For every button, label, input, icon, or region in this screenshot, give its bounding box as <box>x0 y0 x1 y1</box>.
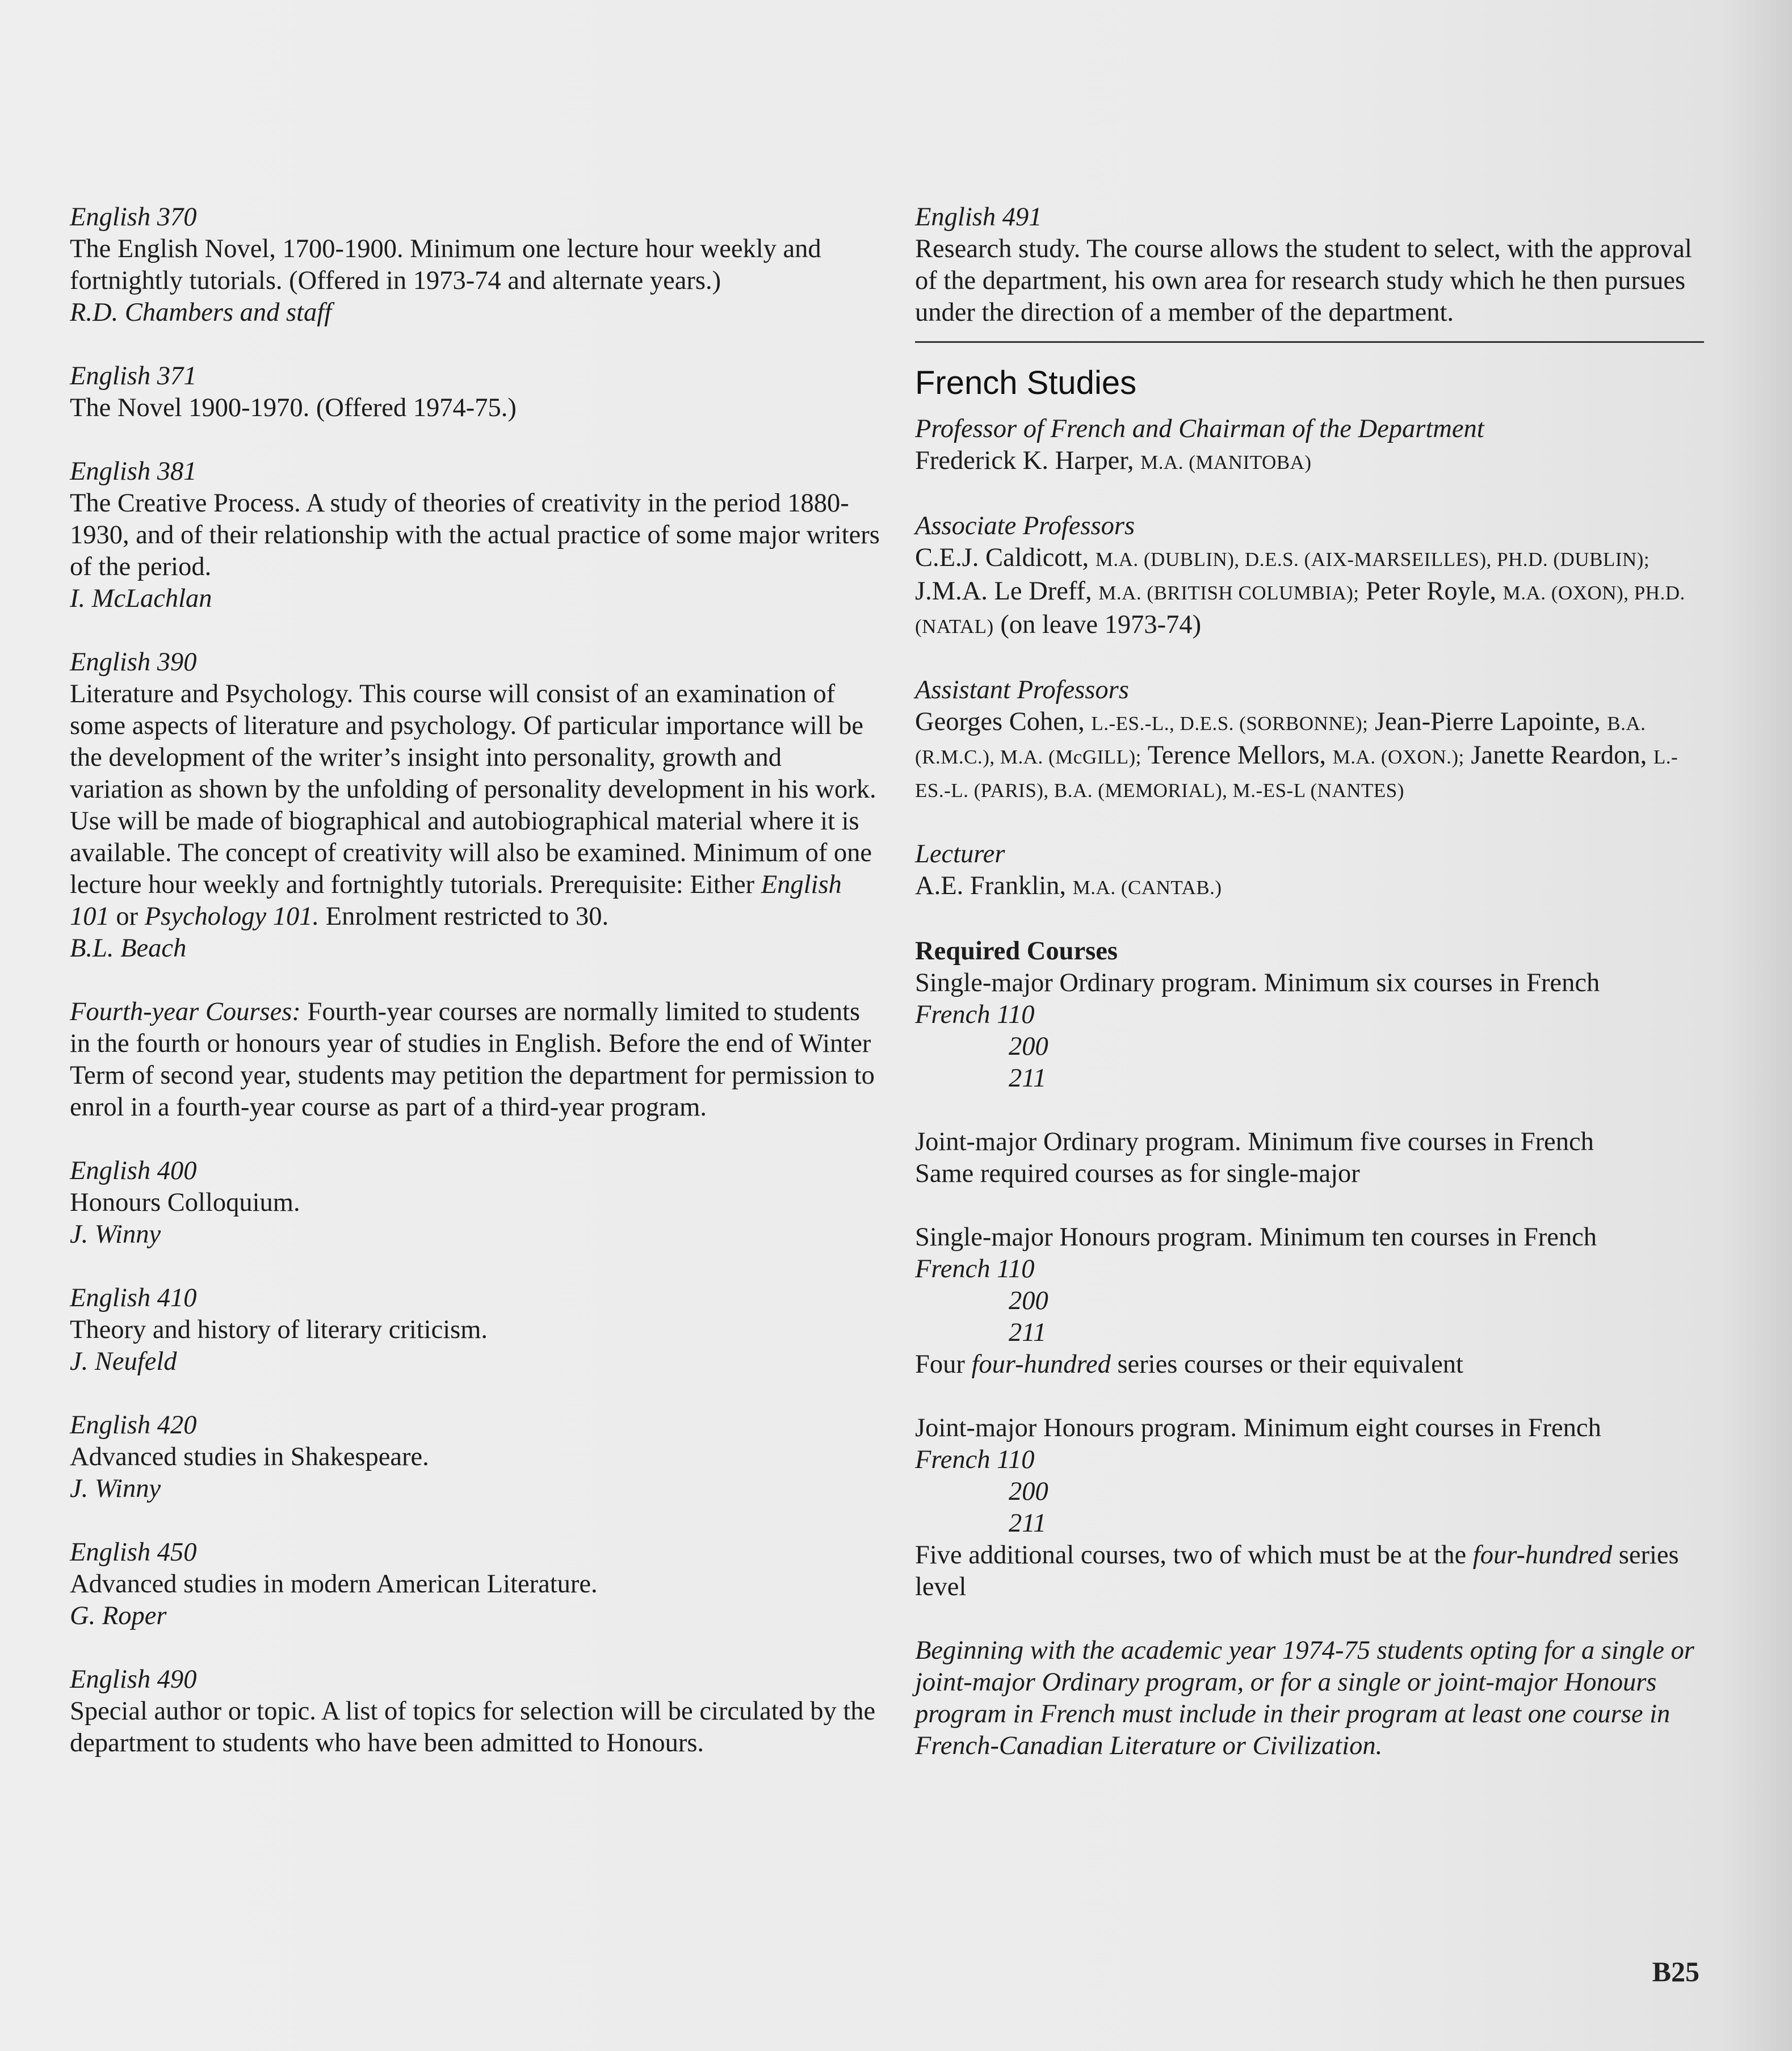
associate-professors-title: Associate Professors <box>915 511 1135 540</box>
course-code: English 450 <box>70 1538 197 1567</box>
note-text: series level <box>915 1541 1679 1601</box>
program-note <box>915 1540 1704 1603</box>
course-instructor: J. Winny <box>70 1220 161 1249</box>
description-text: Literature and Psychology. This course will consist of an examination of some aspects of literature and psychology. Of particular importance will be the development of the writer’s insight into personality, growth and variation as shown by the unfolding of personality development in his work. Use will be made of biographical and autobiographical material where it is available. The concept of creativity will also be examined. Minimum of one lecture hour weekly and fortnightly tutorials. Prerequisite: Either <box>70 680 876 899</box>
chairman-credentials: M.A. (MANITOBA) <box>1140 451 1312 473</box>
assistant-professors-block <box>915 674 1704 807</box>
prerequisite-course: English 101 <box>70 870 842 931</box>
fourth-year-text: Fourth-year courses are normally limited to students in the fourth or honours year of studies in English. Before the end of Winter Term of second year, students may petition the department for permission to enrol in a fourth-year course as part of a third-year program. <box>70 997 875 1122</box>
faculty-credentials: B.A. (R.M.C.), M.A. (McGILL); <box>915 712 1646 768</box>
faculty-credentials: L.-ES.-L. (PARIS), B.A. (MEMORIAL), M.-ES-L (NANTES) <box>915 746 1678 802</box>
faculty-name: C.E.J. Caldicott, <box>915 543 1089 572</box>
faculty-credentials: L.-ES.-L., D.E.S. (SORBONNE); <box>1091 712 1369 735</box>
joint-major-ordinary <box>915 1126 1704 1190</box>
course-number: French 110 <box>915 1255 1035 1284</box>
leave-note: (on leave 1973-74) <box>1000 610 1202 639</box>
course-number: 211 <box>1009 1064 1047 1093</box>
chairman-title: Professor of French and Chairman of the Department <box>915 414 1484 443</box>
chairman-name: Frederick K. Harper, <box>915 446 1134 475</box>
lecturer-block <box>915 838 1704 904</box>
program-description: Joint-major Ordinary program. Minimum five courses in French <box>915 1127 1594 1156</box>
course-instructor: J. Winny <box>70 1474 161 1503</box>
page-number: B25 <box>1652 1956 1699 1987</box>
enrolment-text: Enrolment restricted to 30. <box>325 902 609 931</box>
course-code: English 491 <box>915 203 1042 232</box>
course-entry-english-371 <box>70 360 882 424</box>
faculty-name: Peter Royle, <box>1366 577 1497 606</box>
course-code: English 371 <box>70 362 197 391</box>
course-number: 200 <box>1009 1286 1048 1315</box>
lecturer-name: A.E. Franklin, <box>915 871 1067 900</box>
course-code: English 381 <box>70 457 197 486</box>
course-description: Theory and history of literary criticism. <box>70 1315 488 1344</box>
course-number: 200 <box>1009 1477 1048 1506</box>
program-note <box>915 1349 1704 1381</box>
course-entry-english-420 <box>70 1410 882 1505</box>
prerequisite-course: Psychology 101. <box>144 902 320 931</box>
course-code: English 390 <box>70 648 197 677</box>
course-instructor: G. Roper <box>70 1601 167 1630</box>
assistant-professors-list <box>915 706 1704 807</box>
course-instructor: R.D. Chambers and staff <box>70 298 332 327</box>
chairman-block <box>915 413 1704 479</box>
course-code: English 420 <box>70 1411 197 1440</box>
course-description: The English Novel, 1700-1900. Minimum one lecture hour weekly and fortnightly tutorials. (Offered in 1973-74 and alternate years.) <box>70 234 821 295</box>
course-description: Advanced studies in Shakespeare. <box>70 1442 429 1471</box>
faculty-name: Janette Reardon, <box>1471 741 1647 770</box>
program-description: Single-major Ordinary program. Minimum six courses in French <box>915 968 1600 997</box>
course-code: English 410 <box>70 1284 197 1312</box>
program-note: Same required courses as for single-major <box>915 1159 1360 1188</box>
course-description: The Novel 1900-1970. (Offered 1974-75.) <box>70 393 517 422</box>
course-description <box>70 678 882 933</box>
lecturer-credentials: M.A. (CANTAB.) <box>1072 876 1222 899</box>
program-description: Single-major Honours program. Minimum ten courses in French <box>915 1223 1597 1252</box>
note-text: series courses or their equivalent <box>1117 1350 1463 1379</box>
note-emphasis: four-hundred <box>971 1350 1111 1379</box>
single-major-ordinary <box>915 967 1704 1094</box>
joint-major-honours <box>915 1412 1704 1603</box>
associate-professors-list <box>915 542 1704 643</box>
french-canadian-requirement-note: Beginning with the academic year 1974-75 students opting for a single or joint-major Ordinary program, or for a single or joint-major Honours program in French must include in their program at least one course in French-Canadian Literature or Civilization. <box>915 1636 1694 1760</box>
faculty-name: Jean-Pierre Lapointe, <box>1374 707 1601 736</box>
course-number: French 110 <box>915 1000 1035 1029</box>
course-description: The Creative Process. A study of theories of creativity in the period 1880-1930, and of their relationship with the actual practice of some major writers of the period. <box>70 489 880 581</box>
course-entry-english-370 <box>70 202 882 329</box>
course-instructor: B.L. Beach <box>70 934 187 963</box>
faculty-name: Georges Cohen, <box>915 707 1085 736</box>
course-number: 211 <box>1009 1509 1047 1538</box>
required-courses <box>915 936 1704 1603</box>
course-instructor: I. McLachlan <box>70 584 212 613</box>
faculty-credentials: M.A. (BRITISH COLUMBIA); <box>1098 582 1359 604</box>
faculty-credentials: M.A. (DUBLIN), D.E.S. (AIX-MARSEILLES), PH.D. (DUBLIN); <box>1095 548 1650 571</box>
course-number: 200 <box>1009 1032 1048 1061</box>
course-instructor: J. Neufeld <box>70 1347 177 1376</box>
course-number: French 110 <box>915 1445 1035 1474</box>
course-description: Special author or topic. A list of topics for selection will be circulated by the department to students who have been admitted to Honours. <box>70 1697 876 1758</box>
section-divider <box>915 341 1704 343</box>
course-number: 211 <box>1009 1318 1047 1347</box>
single-major-honours <box>915 1222 1704 1381</box>
course-entry-english-450 <box>70 1537 882 1632</box>
note-emphasis: four-hundred <box>1472 1541 1613 1570</box>
course-entry-english-491 <box>915 202 1704 329</box>
course-code: English 490 <box>70 1665 197 1694</box>
or-text: or <box>116 902 139 931</box>
assistant-professors-title: Assistant Professors <box>915 676 1129 704</box>
note-text: Five additional courses, two of which must be at the <box>915 1541 1467 1570</box>
course-description: Honours Colloquium. <box>70 1188 300 1217</box>
course-entry-english-410 <box>70 1282 882 1378</box>
lecturer-title: Lecturer <box>915 840 1005 869</box>
fourth-year-label: Fourth-year Courses: <box>70 997 301 1026</box>
associate-professors-block <box>915 510 1704 643</box>
chairman-line <box>915 445 1704 479</box>
course-description: Research study. The course allows the student to select, with the approval of the department, his own area for research study which he then pursues under the direction of a member of the department. <box>915 234 1692 327</box>
program-description: Joint-major Honours program. Minimum eight courses in French <box>915 1414 1601 1442</box>
faculty-name: J.M.A. Le Dreff, <box>915 577 1092 606</box>
lecturer-line <box>915 870 1704 904</box>
section-title: French Studies <box>915 364 1137 401</box>
note-text: Four <box>915 1350 965 1379</box>
faculty-name: Terence Mellors, <box>1147 741 1327 770</box>
faculty-credentials: M.A. (OXON.); <box>1332 746 1464 768</box>
fourth-year-paragraph <box>70 996 882 1123</box>
course-entry-english-400 <box>70 1155 882 1251</box>
left-column <box>70 202 882 1791</box>
fourth-year-courses-note <box>70 996 882 1123</box>
course-entry-english-381 <box>70 456 882 615</box>
required-courses-heading: Required Courses <box>915 937 1118 966</box>
course-code: English 400 <box>70 1156 197 1185</box>
course-entry-english-490 <box>70 1664 882 1759</box>
course-entry-english-390 <box>70 647 882 964</box>
faculty-credentials: M.A. (OXON), PH.D. (NATAL) <box>915 582 1685 637</box>
course-description: Advanced studies in modern American Literature. <box>70 1570 598 1599</box>
right-column <box>915 202 1704 1762</box>
course-code: English 370 <box>70 203 197 232</box>
